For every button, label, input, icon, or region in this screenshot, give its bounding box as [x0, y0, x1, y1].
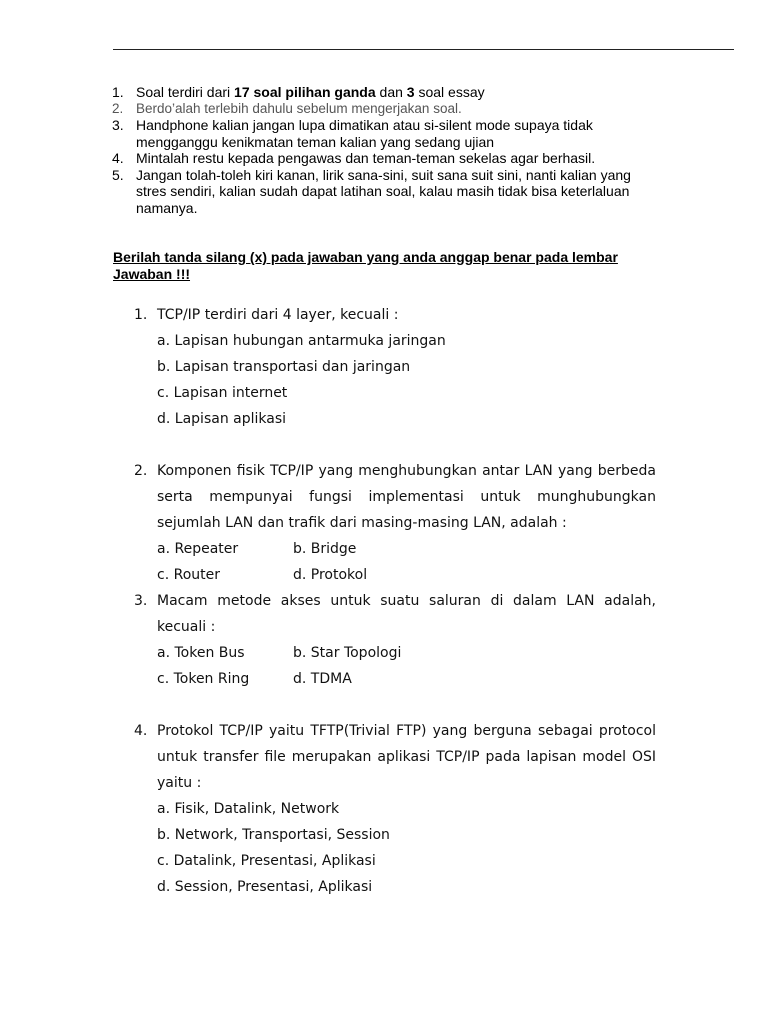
- question-number: 1.: [134, 307, 148, 323]
- option-c[interactable]: c. Token Ring: [157, 671, 250, 687]
- instruction-heading: Berilah tanda silang (x) pada jawaban yang anda anggap benar pada lembar Jawaban !!!: [113, 249, 618, 282]
- option-a[interactable]: a. Fisik, Datalink, Network: [157, 801, 340, 817]
- option-d[interactable]: d. Session, Presentasi, Aplikasi: [157, 879, 373, 895]
- rule-item-5: [112, 167, 652, 217]
- rule-item-3: [112, 117, 652, 150]
- header-rule: [113, 49, 734, 50]
- question-number: 4.: [134, 723, 148, 739]
- option-a[interactable]: a. Lapisan hubungan antarmuka jaringan: [157, 333, 446, 349]
- question-4: [134, 718, 656, 900]
- question-3: [134, 588, 656, 692]
- rule-text-part: soal essay: [414, 84, 485, 100]
- rule-text: Jangan tolah-toleh kiri kanan, lirik sana-sini, suit sana suit sini, nanti kalian yang stres sendiri, kalian sudah dapat latihan soal, kalau masih tidak bisa keterlaluan namanya.: [136, 166, 631, 216]
- option-d[interactable]: d. TDMA: [293, 671, 352, 687]
- rule-text-part: dan: [375, 84, 407, 100]
- rule-number: 2.: [112, 100, 124, 116]
- rule-text-bold: 17 soal pilihan ganda: [234, 84, 376, 100]
- question-stem: [134, 302, 656, 328]
- exam-rules-list: [112, 84, 652, 216]
- question-text: Protokol TCP/IP yaitu TFTP(Trivial FTP) yang berguna sebagai protocol untuk transfer file merupakan aplikasi TCP/IP pada lapisan model OSI yaitu :: [157, 723, 656, 791]
- question-text: TCP/IP terdiri dari 4 layer, kecuali :: [157, 307, 399, 323]
- option-b[interactable]: b. Network, Transportasi, Session: [157, 827, 390, 843]
- option-row: [134, 666, 656, 692]
- rule-item-4: [112, 150, 652, 167]
- option-row: [134, 640, 656, 666]
- option-row: [134, 536, 656, 562]
- option-b[interactable]: b. Lapisan transportasi dan jaringan: [157, 359, 411, 375]
- rule-number: 1.: [112, 84, 124, 100]
- option-a[interactable]: a. Token Bus: [157, 645, 245, 661]
- rule-text: Mintalah restu kepada pengawas dan teman-teman sekelas agar berhasil.: [136, 150, 596, 166]
- option-c[interactable]: c. Router: [157, 567, 220, 583]
- question-number: 3.: [134, 593, 148, 609]
- option-d[interactable]: d. Lapisan aplikasi: [157, 411, 287, 427]
- question-1: [134, 302, 656, 432]
- rule-text-part: Soal terdiri dari: [136, 84, 235, 100]
- option-c[interactable]: c. Lapisan internet: [157, 385, 288, 401]
- question-number: 2.: [134, 463, 148, 479]
- option-b[interactable]: b. Bridge: [293, 541, 357, 557]
- rule-item-2: [112, 101, 652, 118]
- rule-item-1: [112, 84, 652, 101]
- rule-number: 3.: [112, 117, 124, 133]
- question-text: Macam metode akses untuk suatu saluran di dalam LAN adalah, kecuali :: [157, 593, 656, 635]
- question-stem: [134, 458, 656, 536]
- rule-text: Berdo’alah terlebih dahulu sebelum mengerjakan soal.: [136, 100, 462, 116]
- rule-number: 5.: [112, 166, 124, 183]
- option-row: [134, 562, 656, 588]
- question-stem: [134, 718, 656, 796]
- option-a[interactable]: a. Repeater: [157, 541, 239, 557]
- question-2: [134, 458, 656, 588]
- rule-text-bold: 3: [406, 84, 415, 100]
- option-c[interactable]: c. Datalink, Presentasi, Aplikasi: [157, 853, 376, 869]
- rule-text: Handphone kalian jangan lupa dimatikan atau si-silent mode supaya tidak mengganggu kenikmatan teman kalian yang sedang ujian: [136, 117, 593, 150]
- option-d[interactable]: d. Protokol: [293, 567, 368, 583]
- option-b[interactable]: b. Star Topologi: [293, 645, 402, 661]
- question-text: Komponen fisik TCP/IP yang menghubungkan antar LAN yang berbeda serta mempunyai fungsi implementasi untuk munghubungkan sejumlah LAN dan trafik dari masing-masing LAN, adalah :: [157, 463, 656, 531]
- question-stem: [134, 588, 656, 640]
- rule-number: 4.: [112, 150, 124, 166]
